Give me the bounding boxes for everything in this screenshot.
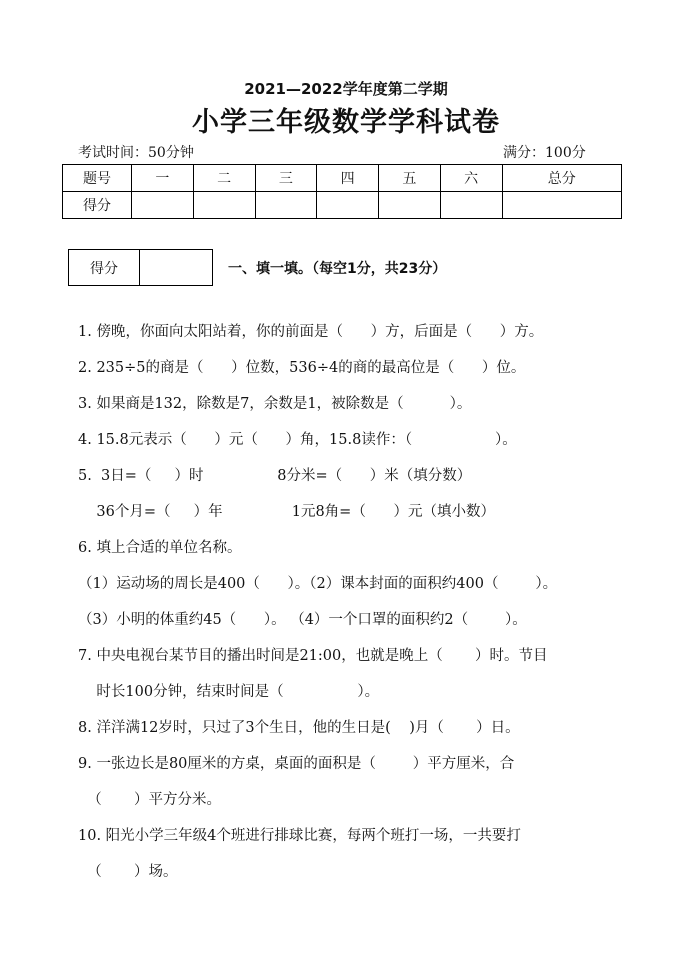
page-title: 小学三年级数学学科试卷 (192, 107, 500, 138)
section-score-label: 得分 (69, 250, 140, 286)
question-1: 1. 傍晚，你面向太阳站着，你的前面是（ ）方，后面是（ ）方。 (78, 324, 544, 340)
question-9b: （ ）平方分米。 (78, 792, 221, 808)
score-entry-cell[interactable] (317, 192, 379, 219)
score-cell: 总分 (502, 165, 622, 192)
question-5a: 5. 3日=（ ）时 8分米=（ ）米（填分数） (78, 468, 472, 484)
score-cell: 二 (193, 165, 255, 192)
question-4: 4. 15.8元表示（ ）元（ ）角，15.8读作：（ ）。 (78, 432, 517, 448)
exam-time: 考试时间：50分钟 (78, 145, 194, 161)
subtitle: 2021—2022学年度第二学期 (244, 80, 448, 98)
section-score-box (68, 249, 213, 286)
score-cell: 四 (317, 165, 379, 192)
question-6: 6. 填上合适的单位名称。 (78, 540, 242, 556)
score-cell: 一 (132, 165, 194, 192)
score-entry-cell[interactable] (255, 192, 317, 219)
full-score: 满分：100分 (503, 145, 586, 161)
score-table (62, 164, 622, 219)
score-entry-cell[interactable] (132, 192, 194, 219)
score-cell: 五 (379, 165, 441, 192)
score-cell: 三 (255, 165, 317, 192)
question-2: 2. 235÷5的商是（ ）位数，536÷4的商的最高位是（ ）位。 (78, 360, 526, 376)
score-row-label: 得分 (63, 192, 132, 219)
question-8: 8. 洋洋满12岁时，只过了3个生日，他的生日是( )月（ ）日。 (78, 720, 520, 736)
question-6-2: （3）小明的体重约45（ ）。 （4）一个口罩的面积约2（ ）。 (78, 612, 527, 628)
score-entry-cell[interactable] (379, 192, 441, 219)
score-table-header-row (63, 165, 622, 192)
question-10a: 10. 阳光小学三年级4个班进行排球比赛，每两个班打一场，一共要打 (78, 828, 521, 844)
score-cell: 六 (440, 165, 502, 192)
question-3: 3. 如果商是132，除数是7，余数是1，被除数是（ ）。 (78, 396, 472, 412)
section-heading: 一、填一填。（每空1分，共23分） (228, 261, 447, 277)
score-table-score-row (63, 192, 622, 219)
question-6-1: （1）运动场的周长是400（ ）。（2）课本封面的面积约400（ ）。 (78, 576, 558, 592)
score-cell: 题号 (63, 165, 132, 192)
score-entry-cell[interactable] (440, 192, 502, 219)
question-10b: （ ）场。 (78, 864, 178, 880)
question-5b: 36个月=（ ）年 1元8角=（ ）元（填小数） (78, 504, 495, 520)
section-score-entry[interactable] (140, 250, 213, 286)
score-entry-cell[interactable] (502, 192, 622, 219)
question-7b: 时长100分钟，结束时间是（ ）。 (78, 684, 380, 700)
question-9a: 9. 一张边长是80厘米的方桌，桌面的面积是（ ）平方厘米，合 (78, 756, 515, 772)
question-7a: 7. 中央电视台某节目的播出时间是21:00，也就是晚上（ ）时。节目 (78, 648, 548, 664)
score-entry-cell[interactable] (193, 192, 255, 219)
